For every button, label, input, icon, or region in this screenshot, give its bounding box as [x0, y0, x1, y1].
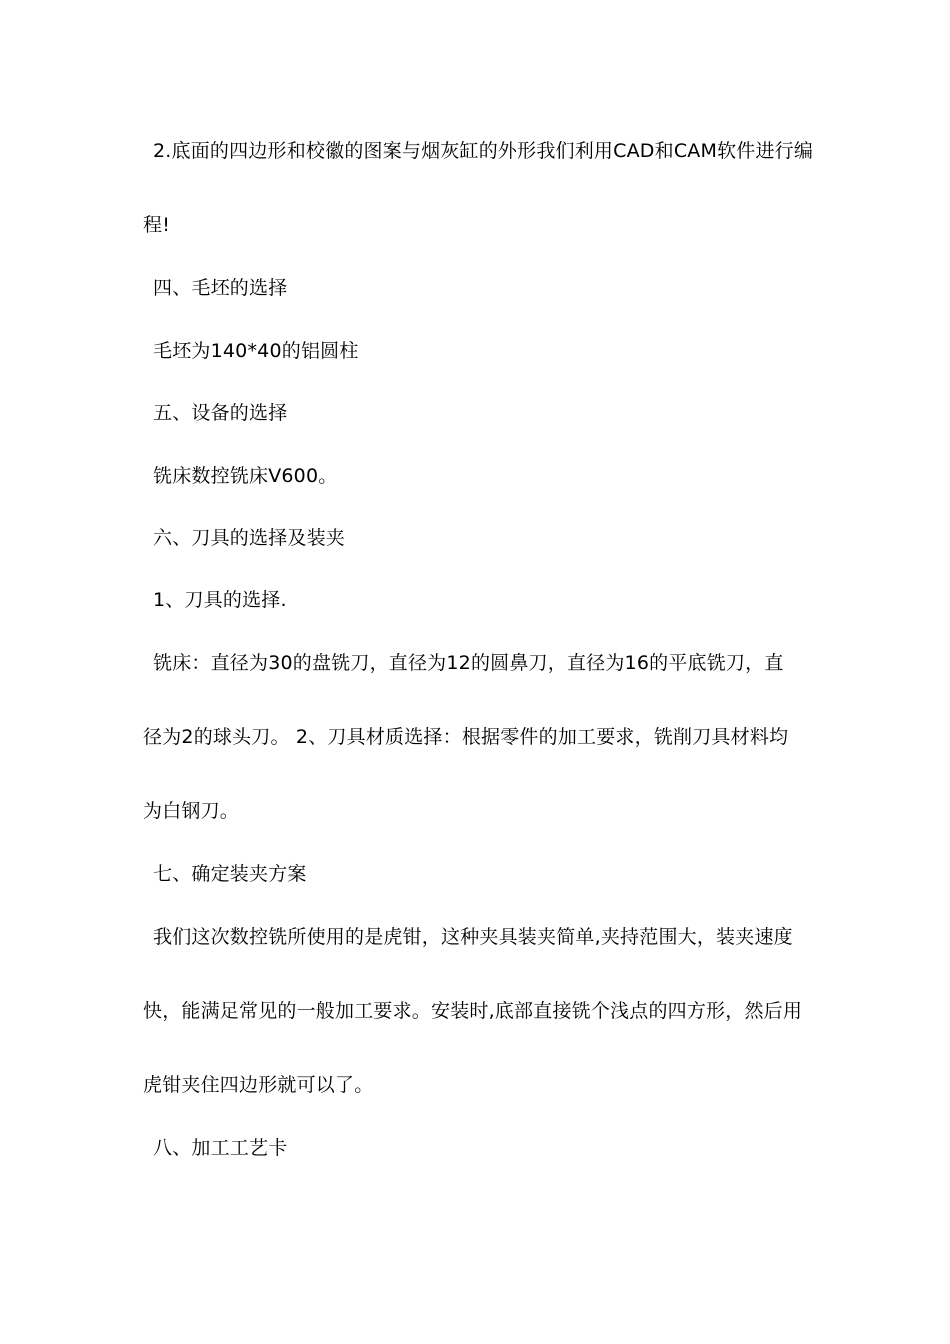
section-heading-blank-selection: 四、毛坯的选择 — [153, 277, 288, 299]
paragraph-line-tools-cont: 径为2的球头刀。 2、刀具材质选择：根据零件的加工要求，铣削刀具材料均 — [143, 726, 789, 748]
paragraph-line-blank: 毛坯为140*40的铝圆柱 — [153, 340, 359, 362]
section-heading-tool-selection: 六、刀具的选择及装夹 — [153, 527, 346, 549]
paragraph-line-clamping-cont: 快，能满足常见的一般加工要求。安装时,底部直接铣个浅点的四方形，然后用 — [143, 1000, 803, 1022]
section-heading-clamping-plan: 七、确定装夹方案 — [153, 863, 307, 885]
paragraph-line-tools-end: 为白钢刀。 — [143, 800, 240, 822]
paragraph-line-programming: 2.底面的四边形和校徽的图案与烟灰缸的外形我们利用CAD和CAM软件进行编 — [153, 140, 814, 162]
paragraph-line-programming-cont: 程! — [143, 214, 171, 236]
paragraph-line-clamping-end: 虎钳夹住四边形就可以了。 — [143, 1074, 374, 1096]
section-heading-equipment-selection: 五、设备的选择 — [153, 402, 288, 424]
paragraph-line-tools: 铣床：直径为30的盘铣刀，直径为12的圆鼻刀，直径为16的平底铣刀，直 — [153, 652, 784, 674]
subheading-tool-selection: 1、刀具的选择. — [153, 589, 287, 611]
paragraph-line-clamping: 我们这次数控铣所使用的是虎钳，这种夹具装夹简单,夹持范围大，装夹速度 — [153, 926, 793, 948]
section-heading-process-card: 八、加工工艺卡 — [153, 1137, 288, 1159]
paragraph-line-equipment: 铣床数控铣床V600。 — [153, 465, 338, 487]
